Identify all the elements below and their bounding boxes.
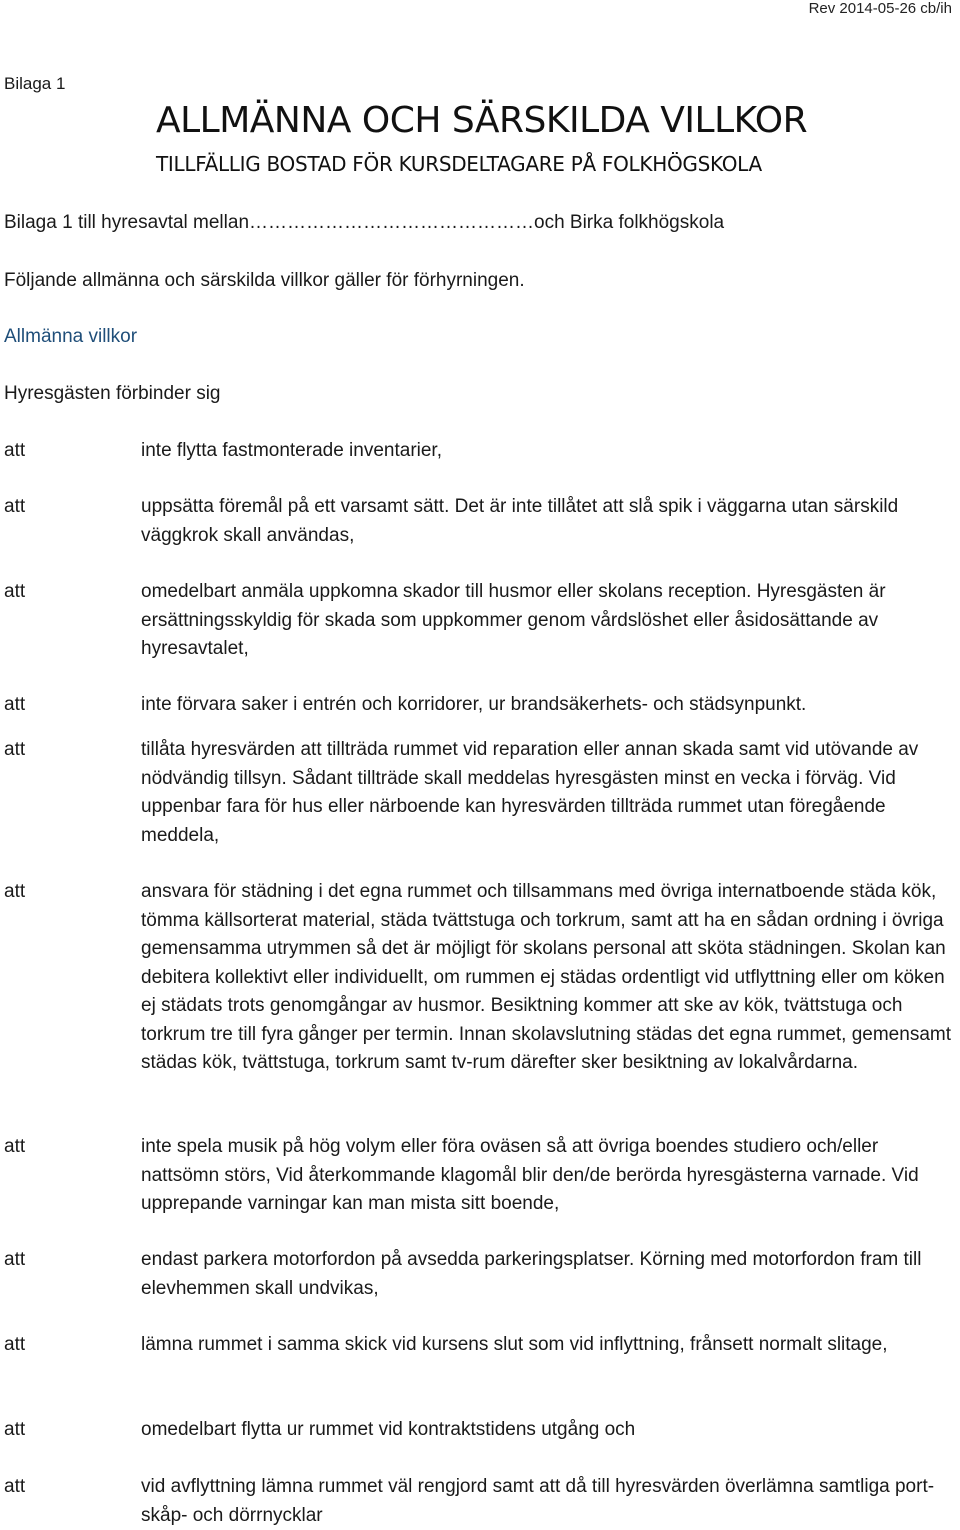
clause-text: omedelbart flytta ur rummet vid kontraktstidens utgång och <box>141 1419 636 1440</box>
revision-label: Rev 2014-05-26 cb/ih <box>808 0 952 17</box>
page-title: ALLMÄNNA OCH SÄRSKILDA VILLKOR <box>156 100 808 141</box>
clause-text: inte förvara saker i entrén och korridorer, ur brandsäkerhets- och städsynpunkt. <box>141 694 807 715</box>
clause-lead: att <box>4 1419 26 1440</box>
clause-text: tillåta hyresvärden att tillträda rummet vid reparation eller annan skada samt vid utövande av nödvändig tillsyn. Sådant tillträde skall meddelas hyresgästen minst en vecka i förväg. Vid uppenbar fara för hus eller närboende kan hyresvärden tillträda rummet utan föregående meddela, <box>141 739 919 846</box>
clause-text: ansvara för städning i det egna rummet och tillsammans med övriga internatboende städa kök, tömma källsorterat material, städa tvättstuga och torkrum, samt att ha en sådan ordning i övriga gemensamma utrymmen så det är möjligt för skolans personal att sköta städningen. Skolan kan debitera kollektivt eller individuellt, om rummen ej städas ordentligt vid utflyttning eller om köken ej städats trots genomgångar av husmor. Besiktning kommer att ske av kök, tvättstuga och torkrum tre till fyra gånger per termin. Innan skolavslutning städas det egna rummet, gemensamt städas kök, tvättstuga, torkrum samt tv-rum därefter sker besiktning av lokalvårdarna. <box>141 881 951 1073</box>
clause-lead: att <box>4 739 26 760</box>
clause-lead: att <box>4 440 26 461</box>
page-subtitle: TILLFÄLLIG BOSTAD FÖR KURSDELTAGARE PÅ FOLKHÖGSKOLA <box>156 152 762 176</box>
clause-text: inte flytta fastmonterade inventarier, <box>141 440 442 461</box>
clause-text: inte spela musik på hög volym eller föra oväsen så att övriga boendes studiero och/eller nattsömn störs, Vid återkommande klagomål blir den/de berörda hyresgästerna varnade. Vid upprepande varningar kan man mista sitt boende, <box>141 1136 919 1214</box>
intro-text: Följande allmänna och särskilda villkor gäller för förhyrningen. <box>4 270 525 291</box>
clause-lead: att <box>4 1249 26 1270</box>
attachment-label: Bilaga 1 <box>4 74 66 93</box>
section-heading: Allmänna villkor <box>4 326 138 347</box>
clause-lead: att <box>4 496 26 517</box>
clause-text: omedelbart anmäla uppkomna skador till husmor eller skolans reception. Hyresgästen är ersättningsskyldig för skada som uppkommer genom vårdslöshet eller åsidosättande av hyresavtalet, <box>141 581 886 659</box>
clause-lead: att <box>4 1334 26 1355</box>
clause-text: uppsätta föremål på ett varsamt sätt. Det är inte tillåtet att slå spik i väggarna utan särskild väggkrok skall användas, <box>141 496 899 546</box>
obligation-intro: Hyresgästen förbinder sig <box>4 383 221 404</box>
clause-text: endast parkera motorfordon på avsedda parkeringsplatser. Körning med motorfordon fram till elevhemmen skall undvikas, <box>141 1249 922 1299</box>
clause-text: lämna rummet i samma skick vid kursens slut som vid inflyttning, frånsett normalt slitage, <box>141 1334 888 1355</box>
clause-text: vid avflyttning lämna rummet väl rengjord samt att då till hyresvärden överlämna samtliga port- skåp- och dörrnycklar <box>141 1476 935 1526</box>
clause-lead: att <box>4 694 26 715</box>
clause-lead: att <box>4 1136 26 1157</box>
contract-line: Bilaga 1 till hyresavtal mellan………………………………………och Birka folkhögskola <box>4 212 725 233</box>
clause-lead: att <box>4 1476 26 1497</box>
clause-lead: att <box>4 881 26 902</box>
clause-lead: att <box>4 581 26 602</box>
